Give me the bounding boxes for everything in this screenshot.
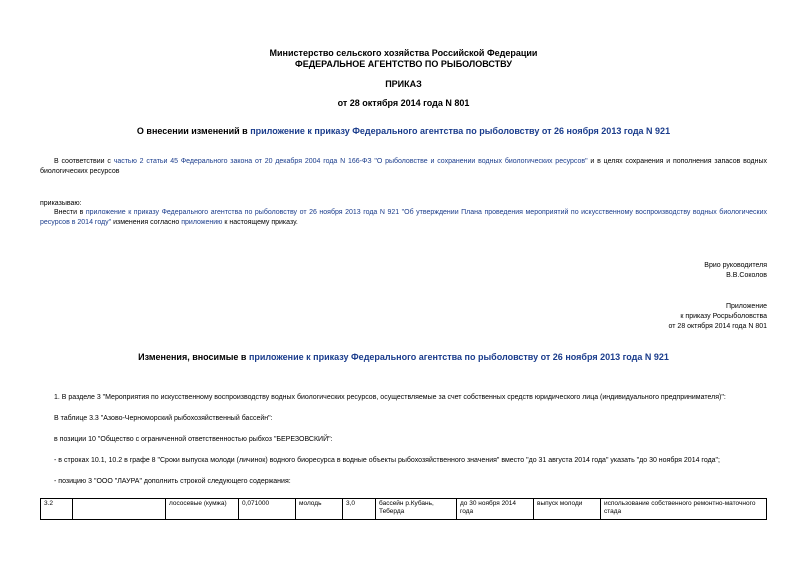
list-item: 1. В разделе 3 "Мероприятия по искусственному воспроизводству водных биологических ресурсов, осуществляемые за счет собственных средств юридического лица (индивидуального предпринимателя)": [54, 394, 726, 401]
doc-title-prefix: О внесении изменений в [136, 126, 251, 136]
preamble-paragraph [40, 157, 767, 177]
doc-title [0, 126, 807, 136]
table-row [41, 499, 767, 520]
appendix-line-2: к приказу Росрыболовства [680, 313, 767, 320]
table-cell: молодь [296, 499, 343, 520]
preamble-text-start: В соответствии с [54, 158, 114, 165]
order-label: приказываю: [40, 200, 82, 207]
ministry-line: Министерство сельского хозяйства Российской Федерации [269, 48, 538, 58]
table-cell: лососевые (кумжа) [166, 499, 239, 520]
appendix-block [669, 302, 767, 332]
order-appendix-link[interactable]: приложение к приказу Федерального агентства по рыболовству от 26 ноября 2013 года N 921 "Об утверждении Плана проведения мероприятий по искусственному воспроизводству водных биологических ресурсов в 2014 году" [40, 209, 768, 226]
list-item: в позиции 10 "Общество с ограниченной ответственностью рыбхоз "БЕРЕЗОВСКИЙ": [54, 436, 333, 443]
table-cell: 3.2 [41, 499, 73, 520]
list-item: - позицию 3 "ООО "ЛАУРА" дополнить строкой следующего содержания: [54, 478, 291, 485]
signature-block [704, 261, 767, 281]
table-cell: до 30 ноября 2014 года [457, 499, 534, 520]
table-cell: выпуск молоди [534, 499, 601, 520]
table-cell [73, 499, 166, 520]
changes-title-prefix: Изменения, вносимые в [138, 352, 249, 362]
appendix-line-3: от 28 октября 2014 года N 801 [668, 323, 767, 330]
list-item: В таблице 3.3 "Азово-Черноморский рыбохозяйственный бассейн": [54, 415, 273, 422]
changes-title [0, 352, 807, 362]
order-text-end: к настоящему приказу. [222, 219, 298, 226]
signature-name: В.В.Соколов [726, 272, 767, 279]
agency-line: ФЕДЕРАЛЬНОЕ АГЕНТСТВО ПО РЫБОЛОВСТВУ [295, 59, 512, 69]
signature-position: Врио руководителя [704, 262, 767, 269]
doc-date-number: от 28 октября 2014 года N 801 [337, 98, 470, 108]
table-cell: 3,0 [343, 499, 376, 520]
doc-type: ПРИКАЗ [385, 79, 422, 89]
addition-table [40, 498, 767, 520]
appendix-link[interactable]: приложению [181, 219, 223, 226]
order-text-start: Внести в [54, 209, 86, 216]
table-cell: 0,071000 [239, 499, 296, 520]
law-link[interactable]: частью 2 статьи 45 Федерального закона от 20 декабря 2004 года N 166-ФЗ "О рыболовстве и сохранении водных биологических ресурсов" [113, 158, 588, 165]
preamble-text-end: и в целях сохранения и пополнения запасов водных биологических ресурсов [40, 158, 768, 175]
doc-title-link[interactable]: приложение к приказу Федерального агентства по рыболовству от 26 ноября 2013 года N 921 [250, 126, 671, 136]
appendix-line-1: Приложение [725, 303, 767, 310]
table-cell: бассейн р.Кубань, Теберда [376, 499, 457, 520]
list-item: - в строках 10.1, 10.2 в графе 8 "Сроки выпуска молоди (личинок) водного биоресурса в водные объекты рыбохозяйственного значения" вместо "до 31 августа 2014 года" указать "до 30 ноября 2014 года"; [54, 457, 720, 464]
order-text-mid: изменения согласно [111, 219, 182, 226]
order-paragraph [40, 208, 767, 228]
changes-title-link[interactable]: приложение к приказу Федерального агентства по рыболовству от 26 ноября 2013 года N 921 [248, 352, 669, 362]
table-cell: использование собственного ремонтно-маточного стада [601, 499, 767, 520]
